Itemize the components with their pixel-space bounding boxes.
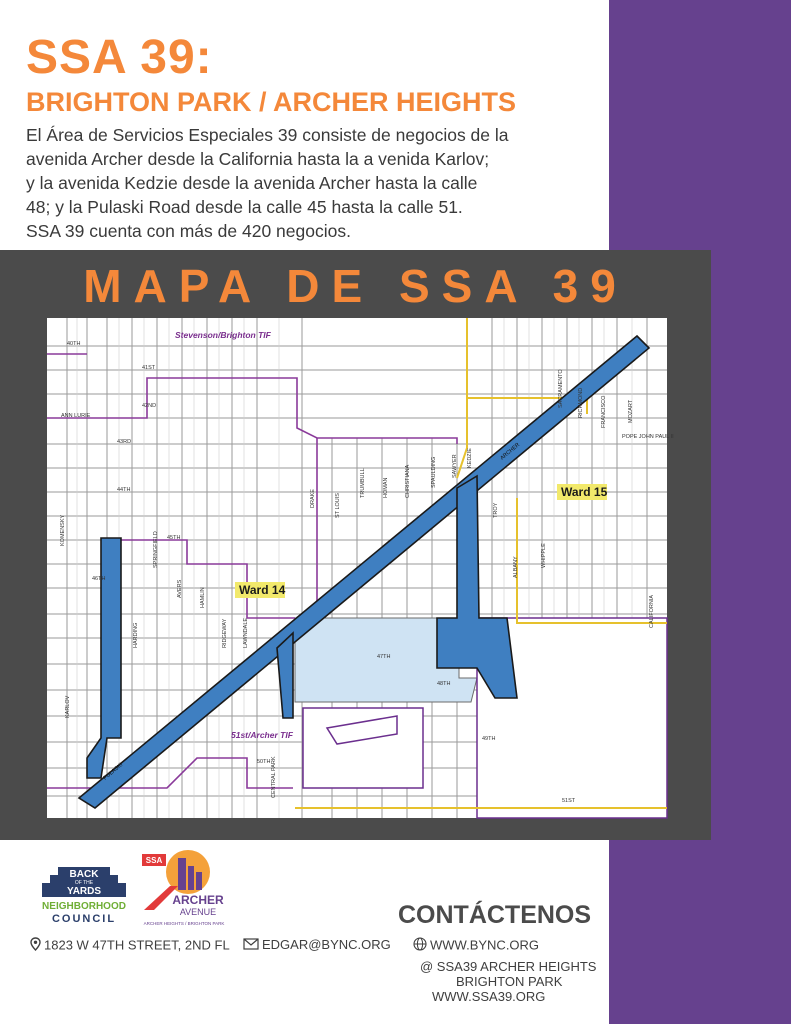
street-label: 45TH — [167, 535, 181, 541]
location-pin-icon — [30, 937, 41, 955]
social-line: BRIGHTON PARK — [456, 974, 563, 989]
logo-text: ARCHER — [172, 893, 224, 907]
street-label: 51ST — [562, 798, 576, 804]
street-label: 40TH — [67, 341, 81, 347]
logo-text: AVENUE — [179, 907, 217, 917]
intro-line: y la avenida Kedzie desde la avenida Archer hasta la calle — [26, 173, 478, 193]
street-label: CHRISTIANA — [405, 464, 411, 498]
street-label: ARCHER — [499, 442, 522, 462]
street-label: 48TH — [437, 681, 451, 687]
street-label: KEDZIE — [467, 448, 473, 468]
social-line[interactable]: @ SSA39 ARCHER HEIGHTS — [420, 959, 597, 974]
street-label: SAWYER — [452, 454, 458, 478]
globe-icon — [413, 937, 427, 955]
intro-line: SSA 39 cuenta con más de 420 negocios. — [26, 221, 351, 241]
intro-paragraph — [26, 123, 606, 243]
social-block — [420, 959, 596, 1004]
logo-text: COUNCIL — [51, 913, 117, 925]
street-label: CENTRAL PARK — [271, 756, 277, 798]
ward-label: Ward 15 — [561, 485, 608, 499]
street-label: DRAKE — [310, 489, 316, 508]
ward-label: Ward 14 — [239, 583, 286, 597]
address-item — [30, 937, 230, 955]
back-of-the-yards-logo — [40, 853, 128, 925]
map-heading: MAPA DE SSA 39 — [83, 260, 628, 312]
social-line[interactable]: WWW.SSA39.ORG — [432, 989, 546, 1004]
street-label: 49TH — [482, 736, 496, 742]
street-label: KOMENSKY — [60, 514, 66, 546]
street-label: 41ST — [142, 365, 156, 371]
tif-label: 51st/Archer TIF — [231, 730, 293, 740]
street-label: ALBANY — [513, 556, 519, 578]
street-label: RIDGEWAY — [222, 618, 228, 648]
street-label: 43RD — [117, 439, 132, 445]
street-label: 42ND — [142, 403, 157, 409]
street-label: 46TH — [92, 576, 106, 582]
street-label: SPRINGFIELD — [153, 531, 159, 568]
street-label: HAMLIN — [200, 587, 206, 608]
street-label: 50TH — [257, 759, 271, 765]
street-label: FRANCISCO — [601, 395, 607, 428]
website-item[interactable] — [413, 937, 539, 955]
tif-label: Stevenson/Brighton TIF — [175, 330, 271, 340]
street-label: AVERS — [177, 579, 183, 598]
street-label: HARDING — [133, 622, 139, 648]
street-label: WHIPPLE — [541, 543, 547, 568]
street-label: ANN LURIE — [61, 413, 91, 419]
page-title: SSA 39: — [26, 31, 213, 84]
intro-line: El Área de Servicios Especiales 39 consiste de negocios de la — [26, 125, 509, 145]
email-link[interactable]: EDGAR@BYNC.ORG — [262, 937, 391, 952]
intro-line: avenida Archer desde la California hasta la a venida Karlov; — [26, 149, 490, 169]
website-link[interactable]: WWW.BYNC.ORG — [430, 937, 540, 953]
archer-avenue-logo — [140, 848, 228, 928]
logo-text: YARDS — [66, 886, 102, 897]
street-label: PULASKI — [102, 762, 125, 782]
envelope-icon — [243, 938, 259, 954]
logo-text: BACK — [69, 869, 99, 880]
street-label: POPE JOHN PAUL II — [622, 434, 674, 440]
street-label: SPAULDING — [431, 456, 437, 488]
street-label: CALIFORNIA — [649, 594, 655, 628]
address-text: 1823 W 47TH STREET, 2ND FL — [44, 937, 230, 953]
street-label: 44TH — [117, 487, 131, 493]
ssa-map — [47, 318, 674, 818]
page-subtitle: BRIGHTON PARK / ARCHER HEIGHTS — [26, 87, 517, 117]
intro-line: 48; y la Pulaski Road desde la calle 45 hasta la calle 51. — [26, 197, 463, 217]
street-label: TRUMBULL — [360, 468, 366, 498]
logo-text: OF THE — [74, 880, 94, 886]
street-label: 47TH — [377, 654, 391, 660]
street-label: LAWNDALE — [243, 617, 249, 648]
street-label: ST LOUIS — [335, 493, 341, 518]
street-label: RICHMOND — [578, 387, 584, 418]
logo-text: NEIGHBORHOOD — [42, 901, 126, 912]
street-label: MOZART — [628, 399, 634, 423]
street-label: HOMAN — [383, 477, 389, 498]
logo-text: SSA — [145, 856, 163, 865]
street-label: KARLOV — [65, 695, 71, 718]
street-label: SACRAMENTO — [558, 369, 564, 408]
contact-heading: CONTÁCTENOS — [398, 901, 592, 929]
logo-text: ARCHER HEIGHTS / BRIGHTON PARK — [143, 921, 225, 926]
email-item[interactable] — [243, 937, 391, 954]
street-label: TROY — [493, 502, 499, 518]
